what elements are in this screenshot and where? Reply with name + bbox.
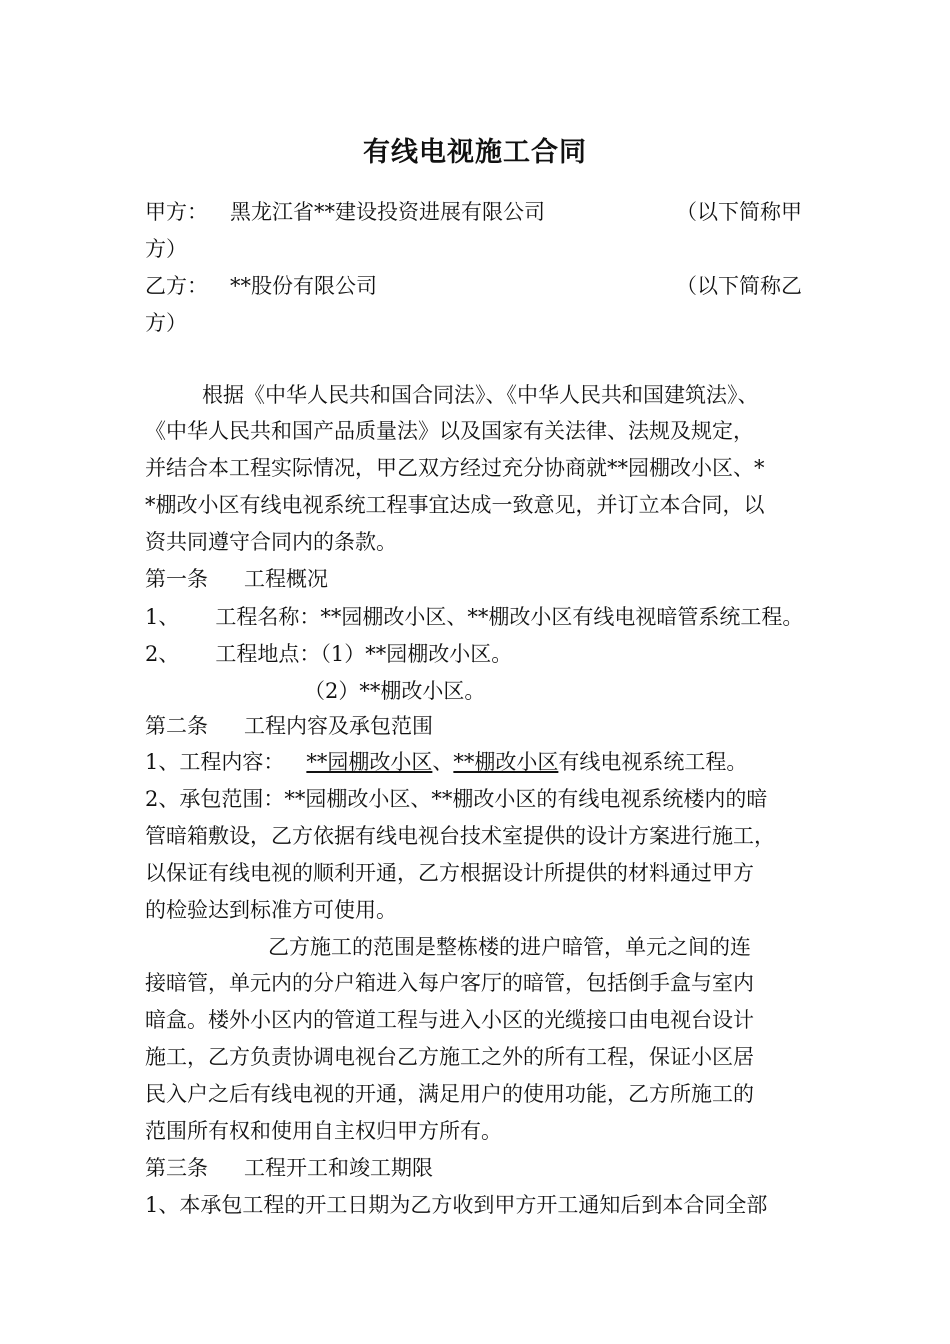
- preamble-line: 资共同遵守合同内的条款。: [145, 530, 397, 554]
- content-site-2: **棚改小区: [453, 750, 559, 774]
- scope2-line: 乙方施工的范围是整栋楼的进户暗管，单元之间的连: [268, 935, 751, 959]
- article-1-item-2: [145, 641, 512, 667]
- content-label: 1、工程内容：: [145, 750, 285, 774]
- document-title: 有线电视施工合同: [363, 137, 587, 168]
- article-3-item-1: 1、本承包工程的开工日期为乙方收到甲方开工通知后到本合同全部: [145, 1193, 768, 1217]
- preamble-line: 根据《中华人民共和国合同法》、《中华人民共和国建筑法》、: [202, 383, 759, 407]
- article-3-title: 工程开工和竣工期限: [244, 1156, 433, 1180]
- scope2-line: 民入户之后有线电视的开通，满足用户的使用功能，乙方所施工的: [145, 1082, 754, 1106]
- party-b-name: **股份有限公司: [230, 274, 377, 298]
- scope-line: 以保证有线电视的顺利开通，乙方根据设计所提供的材料通过甲方: [145, 861, 754, 885]
- content-site-1: **园棚改小区: [306, 750, 433, 774]
- item-text: 工程名称：**园棚改小区、**棚改小区有线电视暗管系统工程。: [215, 605, 804, 629]
- article-1-item-2-cont: （2）**棚改小区。: [304, 679, 486, 703]
- scope2-line: 接暗管，单元内的分户箱进入每户客厅的暗管，包括倒手盒与室内: [145, 971, 754, 995]
- party-b-alias-cont: 方）: [145, 311, 187, 335]
- item-text: 工程地点：（1）**园棚改小区。: [215, 642, 513, 666]
- party-a-alias: （以下简称甲: [676, 200, 802, 224]
- scope2-line: 施工，乙方负责协调电视台乙方施工之外的所有工程，保证小区居: [145, 1045, 754, 1069]
- party-a-line: [145, 199, 545, 225]
- item-number: 1、: [145, 605, 180, 629]
- party-b-alias: （以下简称乙: [676, 274, 802, 298]
- scope-line: 2、承包范围：**园棚改小区、**棚改小区的有线电视系统楼内的暗: [145, 787, 768, 811]
- article-2-content: [145, 749, 747, 775]
- item-number: 2、: [145, 642, 180, 666]
- article-1-item-1: [145, 604, 803, 630]
- scope2-line: 范围所有权和使用自主权归甲方所有。: [145, 1119, 502, 1143]
- article-2-heading: [145, 713, 433, 739]
- scope-line: 管暗箱敷设，乙方依据有线电视台技术室提供的设计方案进行施工，: [145, 824, 775, 848]
- article-2-number: 第二条: [145, 714, 208, 738]
- scope2-line: 暗盒。楼外小区内的管道工程与进入小区的光缆接口由电视台设计: [145, 1008, 754, 1032]
- party-a-name: 黑龙江省**建设投资进展有限公司: [230, 200, 545, 224]
- article-3-heading: [145, 1155, 433, 1181]
- article-3-number: 第三条: [145, 1156, 208, 1180]
- preamble-line: 并结合本工程实际情况，甲乙双方经过充分协商就**园棚改小区、*: [145, 456, 765, 480]
- content-rest: 有线电视系统工程。: [558, 750, 748, 774]
- party-b-line: [145, 273, 377, 299]
- preamble-line: *棚改小区有线电视系统工程事宜达成一致意见，并订立本合同，以: [145, 493, 765, 517]
- article-1-title: 工程概况: [244, 567, 328, 591]
- party-b-label: 乙方：: [145, 274, 208, 298]
- preamble-line: 《中华人民共和国产品质量法》以及国家有关法律、法规及规定，: [145, 419, 754, 443]
- article-2-title: 工程内容及承包范围: [244, 714, 433, 738]
- party-a-alias-cont: 方）: [145, 237, 187, 261]
- article-1-heading: [145, 566, 328, 592]
- scope-line: 的检验达到标准方可使用。: [145, 898, 397, 922]
- party-a-label: 甲方：: [145, 200, 208, 224]
- content-separator: 、: [432, 750, 454, 774]
- article-1-number: 第一条: [145, 567, 208, 591]
